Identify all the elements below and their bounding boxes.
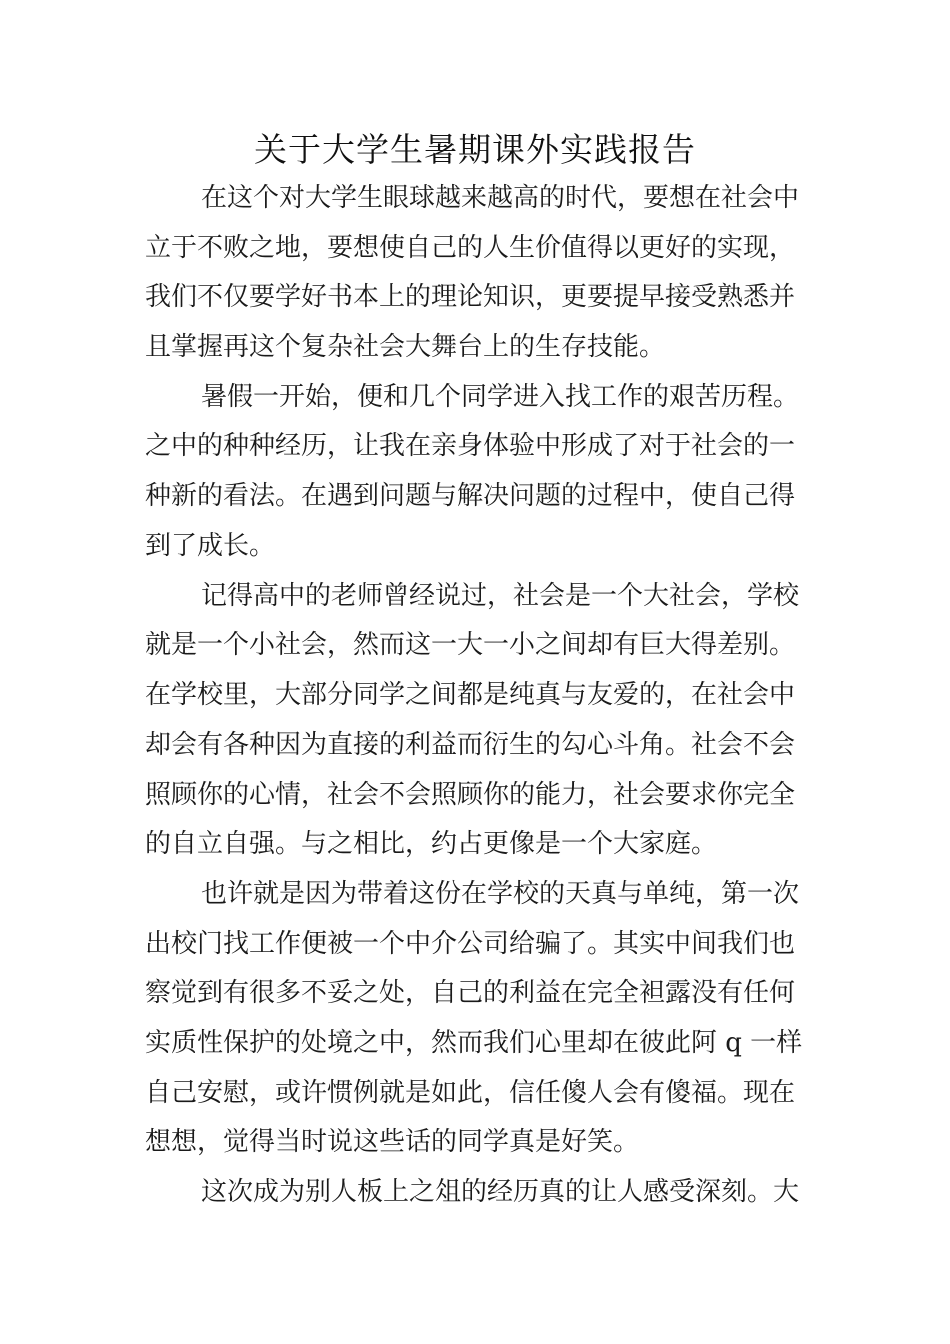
paragraph-3-line-6: 的自立自强。与之相比，约占更像是一个大家庭。 — [145, 829, 718, 859]
paragraph-2-line-2: 之中的种种经历，让我在亲身体验中形成了对于社会的一 — [145, 431, 796, 461]
paragraph-4-line-4: 实质性保护的处境之中，然而我们心里却在彼此阿 q 一样 — [145, 1028, 803, 1058]
paragraph-4-line-1: 也许就是因为带着这份在学校的天真与单纯，第一次 — [201, 879, 800, 909]
paragraph-5-line-1: 这次成为别人板上之俎的经历真的让人感受深刻。大 — [201, 1177, 800, 1207]
paragraph-1-line-1: 在这个对大学生眼球越来越高的时代，要想在社会中 — [201, 183, 800, 213]
paragraph-3-line-3: 在学校里，大部分同学之间都是纯真与友爱的，在社会中 — [145, 680, 796, 710]
paragraph-4-line-3: 察觉到有很多不妥之处，自己的利益在完全袒露没有任何 — [145, 978, 796, 1008]
paragraph-3-line-5: 照顾你的心情，社会不会照顾你的能力，社会要求你完全 — [145, 780, 796, 810]
paragraph-4-line-5: 自己安慰，或许惯例就是如此，信任傻人会有傻福。现在 — [145, 1078, 796, 1108]
paragraph-3-line-1: 记得高中的老师曾经说过，社会是一个大社会，学校 — [201, 581, 800, 611]
paragraph-3-line-2: 就是一个小社会，然而这一大一小之间却有巨大得差别。 — [145, 630, 796, 660]
paragraph-4-line-2: 出校门找工作便被一个中介公司给骗了。其实中间我们也 — [145, 929, 796, 959]
document-title: 关于大学生暑期课外实践报告 — [254, 130, 696, 169]
paragraph-1-line-4: 且掌握再这个复杂社会大舞台上的生存技能。 — [145, 332, 666, 362]
paragraph-1-line-2: 立于不败之地，要想使自己的人生价值得以更好的实现， — [145, 233, 796, 263]
paragraph-3-line-4: 却会有各种因为直接的利益而衍生的勾心斗角。社会不会 — [145, 730, 796, 760]
paragraph-2-line-4: 到了成长。 — [145, 531, 276, 561]
paragraph-2-line-1: 暑假一开始，便和几个同学进入找工作的艰苦历程。 — [201, 382, 800, 412]
paragraph-4-line-6: 想想，觉得当时说这些话的同学真是好笑。 — [145, 1127, 640, 1157]
paragraph-2-line-3: 种新的看法。在遇到问题与解决问题的过程中，使自己得 — [145, 481, 796, 511]
paragraph-1-line-3: 我们不仅要学好书本上的理论知识，更要提早接受熟悉并 — [145, 282, 796, 312]
